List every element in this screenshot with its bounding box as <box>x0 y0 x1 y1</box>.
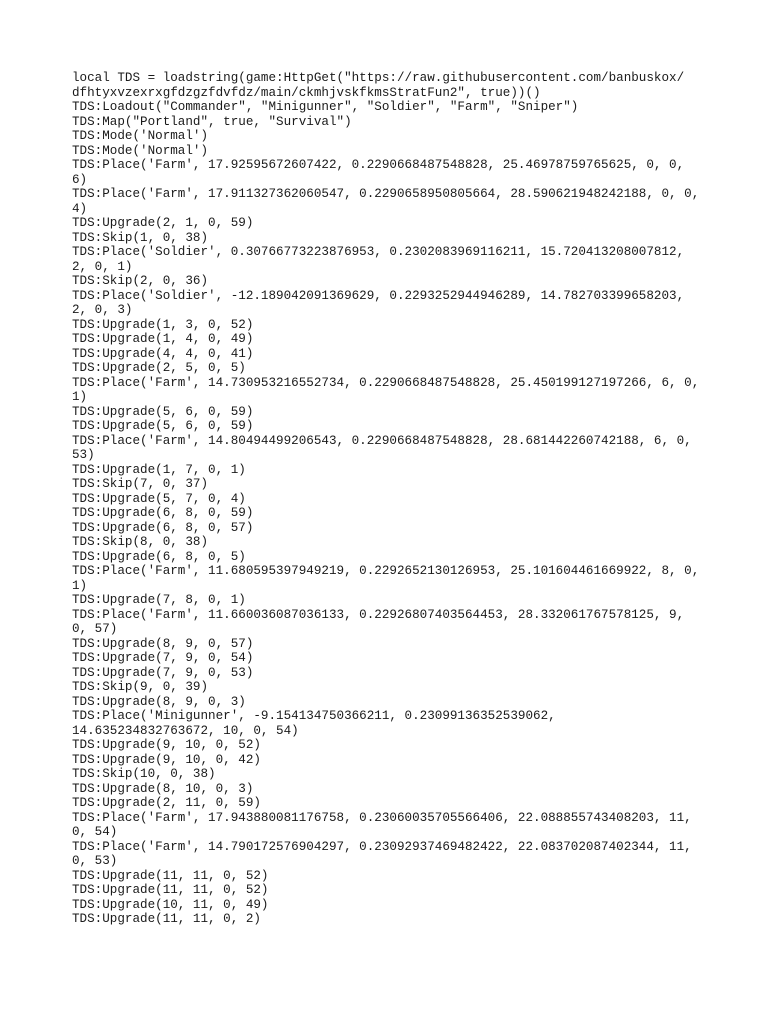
code-line: TDS:Upgrade(8, 9, 0, 3) <box>72 694 246 709</box>
code-line: TDS:Upgrade(7, 8, 0, 1) <box>72 593 246 607</box>
code-line: TDS:Place('Soldier', 0.30766773223876953, 0.2302083969116211, 15.720413208007812, <box>72 245 685 259</box>
code-line: TDS:Upgrade(2, 5, 0, 5) <box>72 361 246 375</box>
code-line: TDS:Upgrade(2, 1, 0, 59) <box>72 216 254 230</box>
code-line: local TDS = loadstring(game:HttpGet("https://raw.githubusercontent.com/banbuskox/ <box>72 71 685 85</box>
code-line: TDS:Upgrade(6, 8, 0, 59) <box>72 506 254 520</box>
code-line: 2, 0, 1) <box>72 259 133 274</box>
code-line: TDS:Upgrade(6, 8, 0, 57) <box>72 520 254 535</box>
code-line: TDS:Skip(1, 0, 38) <box>72 230 209 245</box>
code-line: TDS:Place('Farm', 11.680595397949219, 0.2292652130126953, 25.101604461669922, 8, 0, <box>72 564 700 578</box>
code-line: TDS:Loadout("Commander", "Minigunner", "Soldier", "Farm", "Sniper") <box>72 100 579 114</box>
code-line: dfhtyxvzexrxgfdzgzfdvfdz/main/ckmhjvskfkmsStratFun2", true))() <box>72 85 541 100</box>
code-line: TDS:Upgrade(9, 10, 0, 42) <box>72 752 261 767</box>
code-line: TDS:Upgrade(10, 11, 0, 49) <box>72 897 269 912</box>
code-line: 0, 53) <box>72 854 118 868</box>
code-line: 0, 57) <box>72 622 118 636</box>
code-line: TDS:Upgrade(4, 4, 0, 41) <box>72 346 254 361</box>
code-line: 6) <box>72 172 88 187</box>
code-line: TDS:Upgrade(5, 6, 0, 59) <box>72 419 254 433</box>
code-line: TDS:Upgrade(6, 8, 0, 5) <box>72 549 246 564</box>
code-line: TDS:Upgrade(1, 7, 0, 1) <box>72 462 246 477</box>
code-line: TDS:Upgrade(1, 3, 0, 52) <box>72 317 254 332</box>
code-line: TDS:Upgrade(11, 11, 0, 2) <box>72 912 261 926</box>
code-line: TDS:Place('Soldier', -12.189042091369629, 0.2293252944946289, 14.782703399658203, <box>72 288 685 303</box>
code-line: TDS:Skip(7, 0, 37) <box>72 477 209 491</box>
code-line: 1) <box>72 390 88 404</box>
code-line: TDS:Upgrade(5, 6, 0, 59) <box>72 404 254 419</box>
code-line: 2, 0, 3) <box>72 303 133 317</box>
code-line: TDS:Skip(8, 0, 38) <box>72 535 209 549</box>
code-line: TDS:Place('Farm', 11.660036087036133, 0.22926807403564453, 28.332061767578125, 9, <box>72 607 685 622</box>
code-line: TDS:Skip(9, 0, 39) <box>72 680 209 694</box>
code-line: 0, 54) <box>72 825 118 839</box>
code-line: TDS:Upgrade(7, 9, 0, 53) <box>72 665 254 680</box>
code-line: TDS:Place('Farm', 14.790172576904297, 0.23092937469482422, 22.083702087402344, 11, <box>72 839 692 854</box>
code-line: TDS:Place('Farm', 17.911327362060547, 0.2290658950805664, 28.590621948242188, 0, 0, <box>72 187 700 201</box>
code-line: 4) <box>72 201 88 216</box>
code-line: TDS:Place('Minigunner', -9.154134750366211, 0.23099136352539062, <box>72 709 556 723</box>
code-line: TDS:Skip(10, 0, 38) <box>72 767 216 781</box>
code-line: TDS:Upgrade(7, 9, 0, 54) <box>72 651 254 665</box>
code-line: TDS:Mode('Normal') <box>72 143 209 158</box>
code-line: TDS:Skip(2, 0, 36) <box>72 274 209 288</box>
code-line: TDS:Place('Farm', 17.943880081176758, 0.23060035705566406, 22.088855743408203, 11, <box>72 810 692 825</box>
code-line: TDS:Mode('Normal') <box>72 129 209 143</box>
code-line: 14.635234832763672, 10, 0, 54) <box>72 723 299 738</box>
script-text-block <box>72 71 712 927</box>
code-line: 53) <box>72 448 95 462</box>
code-line: TDS:Upgrade(2, 11, 0, 59) <box>72 796 261 810</box>
code-line: TDS:Upgrade(8, 10, 0, 3) <box>72 781 254 796</box>
code-line: TDS:Upgrade(8, 9, 0, 57) <box>72 636 254 651</box>
code-line: TDS:Upgrade(11, 11, 0, 52) <box>72 868 269 883</box>
code-line: TDS:Place('Farm', 17.92595672607422, 0.2290668487548828, 25.46978759765625, 0, 0, <box>72 158 685 172</box>
code-line: TDS:Upgrade(5, 7, 0, 4) <box>72 491 246 506</box>
code-line: TDS:Place('Farm', 14.80494499206543, 0.2290668487548828, 28.681442260742188, 6, 0, <box>72 433 692 448</box>
code-line: TDS:Upgrade(1, 4, 0, 49) <box>72 332 254 346</box>
code-line: TDS:Upgrade(9, 10, 0, 52) <box>72 738 261 752</box>
code-line: TDS:Map("Portland", true, "Survival") <box>72 114 352 129</box>
code-line: TDS:Place('Farm', 14.730953216552734, 0.2290668487548828, 25.450199127197266, 6, 0, <box>72 375 700 390</box>
code-line: 1) <box>72 578 88 593</box>
code-line: TDS:Upgrade(11, 11, 0, 52) <box>72 883 269 897</box>
